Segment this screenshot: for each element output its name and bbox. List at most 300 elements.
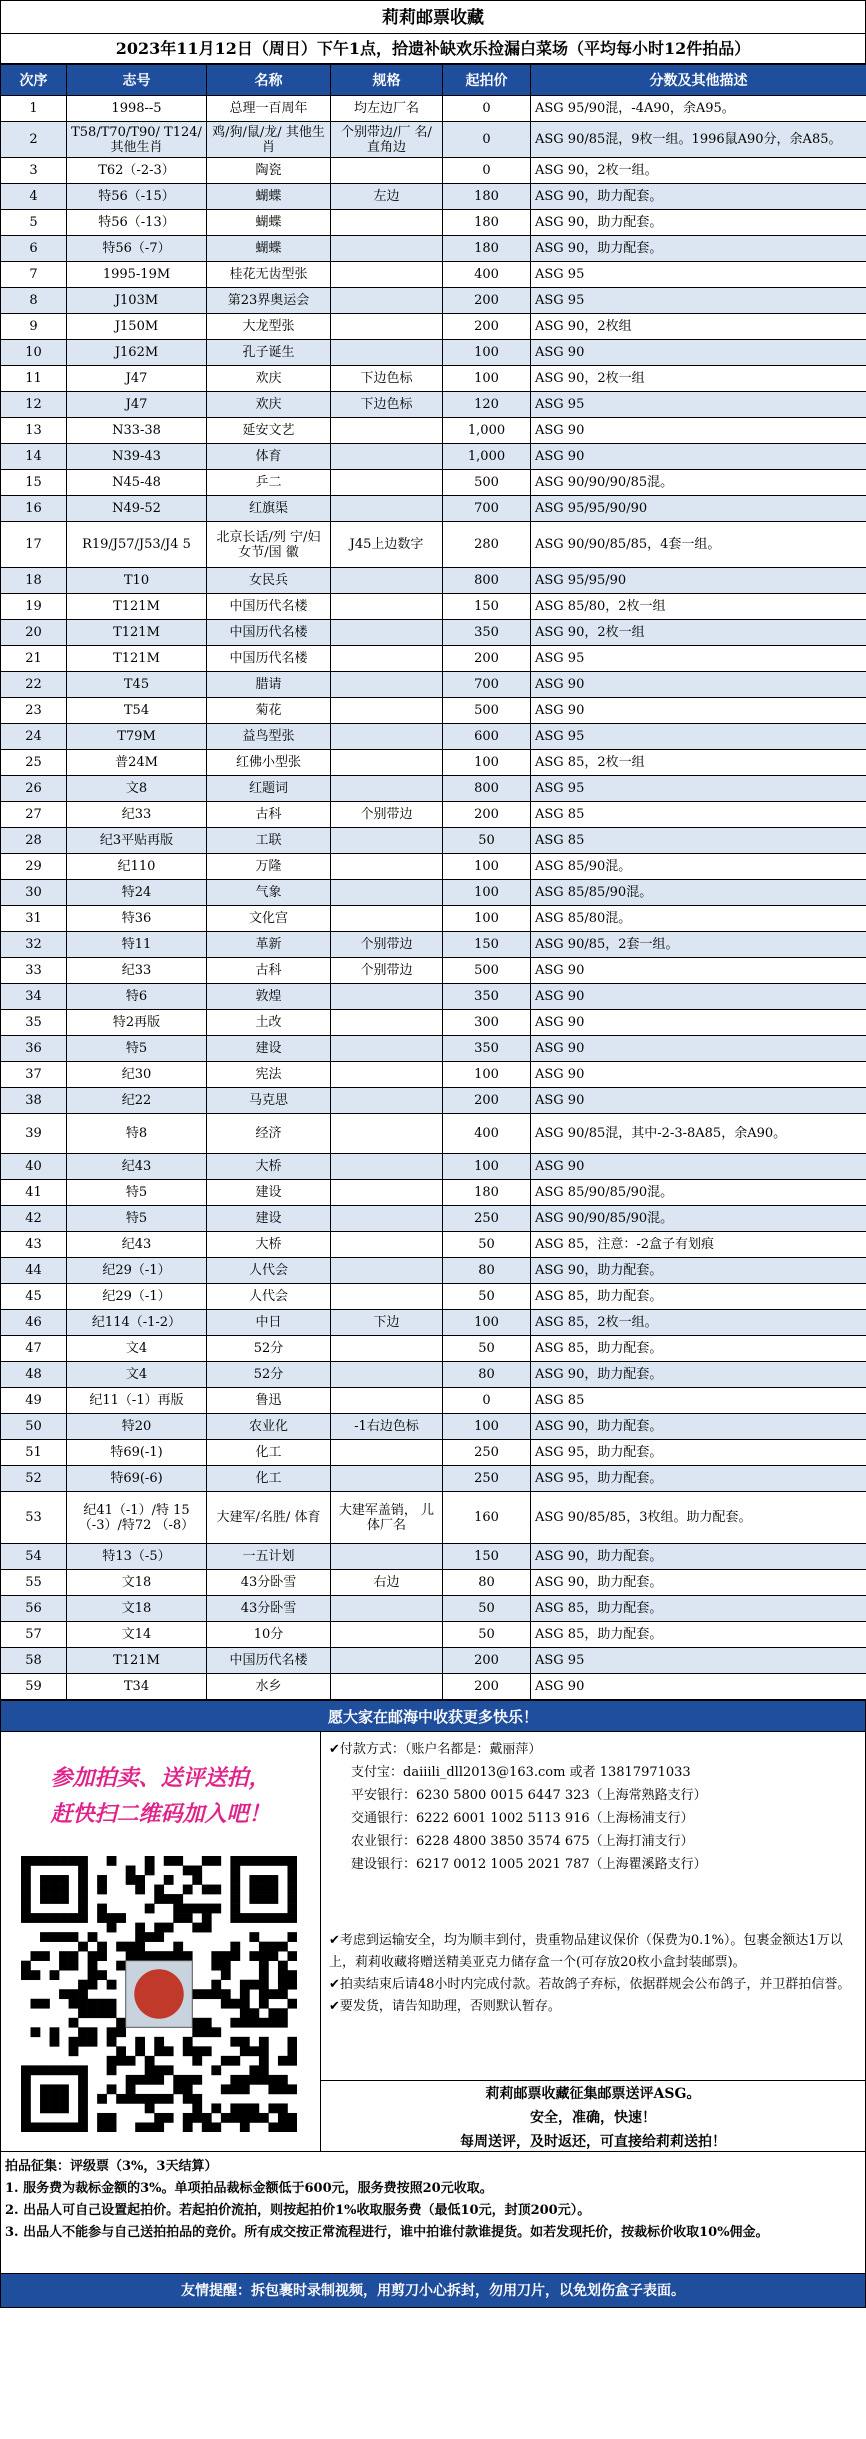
lot-number: 46	[1, 1310, 67, 1336]
lot-number: 43	[1, 1232, 67, 1258]
lot-start-price: 700	[443, 672, 531, 698]
lot-spec	[331, 984, 443, 1010]
lot-name: 益鸟型张	[207, 724, 331, 750]
payment-line: 平安银行：6230 5800 0015 6447 323（上海常熟路支行）	[351, 1788, 707, 1803]
lot-start-price: 80	[443, 1258, 531, 1284]
lot-description: ASG 90，助力配套。	[531, 1544, 866, 1570]
lot-description: ASG 90	[531, 672, 866, 698]
lot-start-price: 150	[443, 1544, 531, 1570]
lot-catalog-id: N45-48	[67, 470, 207, 496]
lot-catalog-id: 特69(-6)	[67, 1466, 207, 1492]
lot-catalog-id: J47	[67, 366, 207, 392]
lot-number: 29	[1, 854, 67, 880]
lot-number: 18	[1, 568, 67, 594]
lot-name: 水乡	[207, 1674, 331, 1700]
lot-number: 39	[1, 1114, 67, 1154]
lot-description: ASG 90	[531, 1154, 866, 1180]
table-row	[1, 672, 866, 698]
note-item: ✔考虑到运输安全，均为顺丰到付，贵重物品建议保价（保费为0.1%）。包裹金额达1万以上，莉莉收藏将赠送精美亚克力储存盒一个(可存放20枚小盒封装邮票)。	[329, 1933, 843, 1970]
lot-number: 12	[1, 392, 67, 418]
lot-spec	[331, 158, 443, 184]
lot-catalog-id: J103M	[67, 288, 207, 314]
lot-name: 陶瓷	[207, 158, 331, 184]
lot-name: 气象	[207, 880, 331, 906]
lot-number: 30	[1, 880, 67, 906]
lot-catalog-id: 特6	[67, 984, 207, 1010]
table-row	[1, 1206, 866, 1232]
lot-start-price: 1,000	[443, 418, 531, 444]
lot-description: ASG 90/85/85，3枚组。助力配套。	[531, 1492, 866, 1544]
lot-number: 1	[1, 96, 67, 122]
rule-item: 2. 出品人可自己设置起拍价。若起拍价流拍，则按起拍价1%收取服务费（最低10元，封顶200元）。	[5, 2203, 591, 2218]
lot-number: 4	[1, 184, 67, 210]
lot-name: 52分	[207, 1336, 331, 1362]
lot-spec: 左边	[331, 184, 443, 210]
table-row	[1, 1596, 866, 1622]
lot-name: 大桥	[207, 1154, 331, 1180]
lot-number: 54	[1, 1544, 67, 1570]
lot-catalog-id: T58/T70/T90/ T124/其他生肖	[67, 122, 207, 158]
table-row	[1, 122, 866, 158]
lot-description: ASG 90/90/85/85，4套一组。	[531, 522, 866, 568]
payment-info	[321, 1732, 865, 1928]
lot-start-price: 100	[443, 1154, 531, 1180]
lot-number: 10	[1, 340, 67, 366]
lot-start-price: 800	[443, 776, 531, 802]
lot-description: ASG 85，注意：-2盒子有划痕	[531, 1232, 866, 1258]
lot-description: ASG 95	[531, 288, 866, 314]
lot-name: 红佛小型张	[207, 750, 331, 776]
lot-start-price: 150	[443, 932, 531, 958]
lot-number: 13	[1, 418, 67, 444]
lot-catalog-id: N49-52	[67, 496, 207, 522]
table-row	[1, 828, 866, 854]
lot-description: ASG 85	[531, 1388, 866, 1414]
info-section	[0, 1732, 866, 2152]
lot-name: 欢庆	[207, 366, 331, 392]
lot-catalog-id: 纪43	[67, 1154, 207, 1180]
table-row	[1, 262, 866, 288]
lot-start-price: 350	[443, 1036, 531, 1062]
rule-item: 1. 服务费为裁标金额的3%。单项拍品裁标金额低于600元，服务费按照20元收取。	[5, 2181, 493, 2196]
table-row	[1, 1570, 866, 1596]
lot-number: 19	[1, 594, 67, 620]
table-row	[1, 1232, 866, 1258]
lot-catalog-id: 特24	[67, 880, 207, 906]
lot-number: 17	[1, 522, 67, 568]
lot-number: 56	[1, 1596, 67, 1622]
lot-name: 女民兵	[207, 568, 331, 594]
table-row	[1, 496, 866, 522]
lot-start-price: 0	[443, 122, 531, 158]
payment-heading: ✔付款方式：（账户名都是：戴丽萍）	[329, 1742, 542, 1757]
table-row	[1, 1466, 866, 1492]
lot-spec	[331, 262, 443, 288]
lot-spec	[331, 314, 443, 340]
lot-description: ASG 85/80混。	[531, 906, 866, 932]
consignment-rules	[0, 2152, 866, 2274]
lot-start-price: 200	[443, 1674, 531, 1700]
lot-spec: 均左边厂名	[331, 96, 443, 122]
column-header: 分数及其他描述	[531, 65, 866, 96]
lot-description: ASG 90，助力配套。	[531, 1258, 866, 1284]
lot-name: 鲁迅	[207, 1388, 331, 1414]
lot-catalog-id: J162M	[67, 340, 207, 366]
lot-name: 中国历代名楼	[207, 594, 331, 620]
column-header: 规格	[331, 65, 443, 96]
table-row	[1, 1414, 866, 1440]
lot-description: ASG 90，2枚一组。	[531, 158, 866, 184]
table-row	[1, 96, 866, 122]
lot-spec	[331, 418, 443, 444]
lot-description: ASG 90/90/90/85混。	[531, 470, 866, 496]
lot-start-price: 250	[443, 1206, 531, 1232]
lot-number: 34	[1, 984, 67, 1010]
lot-description: ASG 95，助力配套。	[531, 1440, 866, 1466]
lot-name: 建设	[207, 1036, 331, 1062]
table-header-row	[1, 65, 866, 96]
lot-description: ASG 85	[531, 802, 866, 828]
lot-name: 43分卧雪	[207, 1596, 331, 1622]
lot-spec: 大建军盖销， 儿体厂名	[331, 1492, 443, 1544]
lot-number: 44	[1, 1258, 67, 1284]
lot-name: 中国历代名楼	[207, 620, 331, 646]
lot-start-price: 180	[443, 236, 531, 262]
table-row	[1, 418, 866, 444]
table-row	[1, 1362, 866, 1388]
lot-catalog-id: 纪114（-1-2）	[67, 1310, 207, 1336]
lot-start-price: 100	[443, 906, 531, 932]
lot-start-price: 500	[443, 698, 531, 724]
table-row	[1, 776, 866, 802]
lot-start-price: 100	[443, 750, 531, 776]
lot-catalog-id: J150M	[67, 314, 207, 340]
column-header: 起拍价	[443, 65, 531, 96]
lot-name: 红题词	[207, 776, 331, 802]
lot-name: 延安文艺	[207, 418, 331, 444]
lot-name: 人代会	[207, 1284, 331, 1310]
asg-line: 每周送评，及时返还，可直接给莉莉送拍！	[460, 2134, 726, 2150]
lot-catalog-id: 特56（-13）	[67, 210, 207, 236]
lot-spec	[331, 1206, 443, 1232]
lot-description: ASG 90，助力配套。	[531, 1414, 866, 1440]
table-row	[1, 594, 866, 620]
table-row	[1, 854, 866, 880]
lot-spec	[331, 1674, 443, 1700]
lot-number: 50	[1, 1414, 67, 1440]
lot-start-price: 200	[443, 802, 531, 828]
lot-catalog-id: 特20	[67, 1414, 207, 1440]
lot-catalog-id: T45	[67, 672, 207, 698]
lot-name: 马克思	[207, 1088, 331, 1114]
rule-item: 3. 出品人不能参与自己送拍拍品的竞价。所有成交按正常流程进行，谁中拍谁付款谁提货。如若发现托价，按裁标价收取10%佣金。	[5, 2225, 769, 2240]
lot-name: 中国历代名楼	[207, 1648, 331, 1674]
lot-start-price: 100	[443, 1310, 531, 1336]
lot-description: ASG 85，助力配套。	[531, 1622, 866, 1648]
lots-table	[0, 64, 866, 1700]
lot-catalog-id: 特8	[67, 1114, 207, 1154]
lot-name: 蝴蝶	[207, 236, 331, 262]
table-row	[1, 1440, 866, 1466]
lot-start-price: 100	[443, 880, 531, 906]
lot-spec	[331, 1114, 443, 1154]
lot-catalog-id: 文4	[67, 1336, 207, 1362]
lot-spec: 个别带边	[331, 802, 443, 828]
lot-number: 5	[1, 210, 67, 236]
lot-name: 宪法	[207, 1062, 331, 1088]
lot-start-price: 80	[443, 1570, 531, 1596]
table-row	[1, 1388, 866, 1414]
lot-name: 文化宫	[207, 906, 331, 932]
table-row	[1, 1062, 866, 1088]
lot-number: 22	[1, 672, 67, 698]
lot-catalog-id: T79M	[67, 724, 207, 750]
lot-description: ASG 90/90/85/90混。	[531, 1206, 866, 1232]
lot-start-price: 350	[443, 984, 531, 1010]
lot-spec	[331, 1154, 443, 1180]
table-row	[1, 724, 866, 750]
lot-description: ASG 90/85混，其中-2-3-8A85，余A90。	[531, 1114, 866, 1154]
lot-description: ASG 90，2枚一组	[531, 366, 866, 392]
lot-description: ASG 90	[531, 958, 866, 984]
table-row	[1, 958, 866, 984]
table-row	[1, 1544, 866, 1570]
lot-description: ASG 95/95/90	[531, 568, 866, 594]
lot-catalog-id: 普24M	[67, 750, 207, 776]
lot-name: 一五计划	[207, 1544, 331, 1570]
lot-name: 43分卧雪	[207, 1570, 331, 1596]
lot-name: 化工	[207, 1440, 331, 1466]
lot-number: 59	[1, 1674, 67, 1700]
lot-spec	[331, 750, 443, 776]
lot-catalog-id: T121M	[67, 620, 207, 646]
table-row	[1, 646, 866, 672]
lot-start-price: 200	[443, 1088, 531, 1114]
lot-catalog-id: T121M	[67, 594, 207, 620]
table-row	[1, 1648, 866, 1674]
lot-description: ASG 90	[531, 698, 866, 724]
lot-spec	[331, 236, 443, 262]
lot-catalog-id: T121M	[67, 1648, 207, 1674]
asg-line: 莉莉邮票收藏征集邮票送评ASG。	[485, 2086, 701, 2102]
lot-name: 第23界奥运会	[207, 288, 331, 314]
table-row	[1, 392, 866, 418]
lot-start-price: 0	[443, 158, 531, 184]
lot-number: 14	[1, 444, 67, 470]
lot-start-price: 0	[443, 1388, 531, 1414]
table-row	[1, 568, 866, 594]
lot-description: ASG 90，2枚组	[531, 314, 866, 340]
lot-description: ASG 90	[531, 1062, 866, 1088]
qr-code-icon[interactable]	[21, 1856, 297, 2132]
table-row	[1, 340, 866, 366]
lot-name: 红旗渠	[207, 496, 331, 522]
lot-catalog-id: 纪41（-1）/特 15（-3）/特72 （-8）	[67, 1492, 207, 1544]
table-row	[1, 444, 866, 470]
lot-name: 蝴蝶	[207, 184, 331, 210]
column-header: 志号	[67, 65, 207, 96]
lot-catalog-id: 纪11（-1）再版	[67, 1388, 207, 1414]
lot-spec	[331, 1466, 443, 1492]
lot-name: 建设	[207, 1180, 331, 1206]
greeting-banner: 愿大家在邮海中收获更多快乐！	[0, 1700, 866, 1732]
lot-name: 大桥	[207, 1232, 331, 1258]
lot-catalog-id: 特5	[67, 1036, 207, 1062]
lot-spec	[331, 828, 443, 854]
lot-name: 乒二	[207, 470, 331, 496]
lot-number: 15	[1, 470, 67, 496]
lot-description: ASG 85/85/90混。	[531, 880, 866, 906]
lot-description: ASG 95，助力配套。	[531, 1466, 866, 1492]
lot-name: 经济	[207, 1114, 331, 1154]
lot-start-price: 500	[443, 470, 531, 496]
table-row	[1, 1154, 866, 1180]
lot-catalog-id: N39-43	[67, 444, 207, 470]
lot-catalog-id: 特36	[67, 906, 207, 932]
lot-number: 51	[1, 1440, 67, 1466]
lot-spec	[331, 1336, 443, 1362]
payment-line: 交通银行：6222 6001 1002 5113 916（上海杨浦支行）	[351, 1811, 694, 1826]
lot-description: ASG 95	[531, 392, 866, 418]
lot-start-price: 250	[443, 1466, 531, 1492]
table-row	[1, 698, 866, 724]
promo-text	[1, 1760, 320, 1832]
lot-name: 化工	[207, 1466, 331, 1492]
payment-panel	[321, 1732, 865, 2151]
lot-start-price: 50	[443, 1336, 531, 1362]
lot-number: 33	[1, 958, 67, 984]
lot-start-price: 180	[443, 210, 531, 236]
lot-description: ASG 95	[531, 646, 866, 672]
rules-heading: 拍品征集：评级票（3%，3天结算）	[5, 2159, 218, 2174]
lot-spec	[331, 1232, 443, 1258]
lot-description: ASG 85/90混。	[531, 854, 866, 880]
lot-name: 体育	[207, 444, 331, 470]
lot-start-price: 350	[443, 620, 531, 646]
lot-name: 革新	[207, 932, 331, 958]
table-row	[1, 1622, 866, 1648]
lot-catalog-id: 文18	[67, 1596, 207, 1622]
table-row	[1, 470, 866, 496]
lot-description: ASG 95	[531, 776, 866, 802]
table-row	[1, 1180, 866, 1206]
lot-name: 腊请	[207, 672, 331, 698]
lot-catalog-id: 纪29（-1）	[67, 1284, 207, 1310]
lot-catalog-id: 特2再版	[67, 1010, 207, 1036]
payment-line: 农业银行：6228 4800 3850 3574 675（上海打浦支行）	[351, 1834, 694, 1849]
lot-name: 工联	[207, 828, 331, 854]
table-row	[1, 620, 866, 646]
lot-spec: 右边	[331, 1570, 443, 1596]
lot-description: ASG 95/95/90/90	[531, 496, 866, 522]
lot-spec	[331, 880, 443, 906]
lot-number: 31	[1, 906, 67, 932]
table-row	[1, 750, 866, 776]
lot-spec	[331, 1062, 443, 1088]
lot-name: 欢庆	[207, 392, 331, 418]
lot-name: 敦煌	[207, 984, 331, 1010]
lot-number: 40	[1, 1154, 67, 1180]
lot-number: 48	[1, 1362, 67, 1388]
lot-number: 42	[1, 1206, 67, 1232]
lot-catalog-id: 特11	[67, 932, 207, 958]
lot-description: ASG 95	[531, 262, 866, 288]
lot-spec	[331, 1440, 443, 1466]
table-row	[1, 1036, 866, 1062]
lot-start-price: 100	[443, 1062, 531, 1088]
lot-name: 10分	[207, 1622, 331, 1648]
lot-start-price: 50	[443, 1596, 531, 1622]
lot-name: 桂花无齿型张	[207, 262, 331, 288]
lot-start-price: 200	[443, 314, 531, 340]
lot-number: 24	[1, 724, 67, 750]
lot-description: ASG 90	[531, 1088, 866, 1114]
lot-name: 鸡/狗/鼠/龙/ 其他生肖	[207, 122, 331, 158]
lot-catalog-id: 特13（-5）	[67, 1544, 207, 1570]
lot-number: 25	[1, 750, 67, 776]
lot-name: 万隆	[207, 854, 331, 880]
lot-spec	[331, 444, 443, 470]
lot-start-price: 50	[443, 828, 531, 854]
lot-number: 6	[1, 236, 67, 262]
promo-line: 赶快扫二维码加入吧！	[50, 1801, 271, 1827]
lot-spec	[331, 906, 443, 932]
lot-description: ASG 95	[531, 724, 866, 750]
lot-number: 52	[1, 1466, 67, 1492]
lot-spec	[331, 1596, 443, 1622]
asg-line: 安全，准确，快速！	[530, 2110, 656, 2126]
page-title: 莉莉邮票收藏	[0, 0, 866, 34]
lot-name: 建设	[207, 1206, 331, 1232]
lot-start-price: 300	[443, 1010, 531, 1036]
lot-number: 53	[1, 1492, 67, 1544]
lot-spec	[331, 1258, 443, 1284]
table-row	[1, 880, 866, 906]
lot-spec	[331, 1648, 443, 1674]
column-header: 名称	[207, 65, 331, 96]
lot-name: 古科	[207, 802, 331, 828]
lot-number: 2	[1, 122, 67, 158]
lot-catalog-id: 特69(-1)	[67, 1440, 207, 1466]
lot-spec: 下边	[331, 1310, 443, 1336]
lot-catalog-id: 1995-19M	[67, 262, 207, 288]
lot-description: ASG 85	[531, 828, 866, 854]
lot-name: 土改	[207, 1010, 331, 1036]
lot-spec	[331, 568, 443, 594]
lot-name: 中国历代名楼	[207, 646, 331, 672]
lot-spec	[331, 646, 443, 672]
lot-number: 11	[1, 366, 67, 392]
lot-catalog-id: 文18	[67, 1570, 207, 1596]
lot-spec	[331, 594, 443, 620]
lot-name: 北京长话/列 宁/妇女节/国 徽	[207, 522, 331, 568]
lot-name: 农业化	[207, 1414, 331, 1440]
lot-start-price: 800	[443, 568, 531, 594]
lot-start-price: 50	[443, 1232, 531, 1258]
lot-catalog-id: 特5	[67, 1206, 207, 1232]
lot-start-price: 400	[443, 1114, 531, 1154]
lot-description: ASG 90	[531, 418, 866, 444]
table-row	[1, 1010, 866, 1036]
lot-catalog-id: 纪33	[67, 958, 207, 984]
table-row	[1, 1492, 866, 1544]
table-row	[1, 236, 866, 262]
lot-catalog-id: T10	[67, 568, 207, 594]
lot-start-price: 160	[443, 1492, 531, 1544]
lot-spec	[331, 1010, 443, 1036]
lot-name: 古科	[207, 958, 331, 984]
lot-spec: 个别带边	[331, 932, 443, 958]
